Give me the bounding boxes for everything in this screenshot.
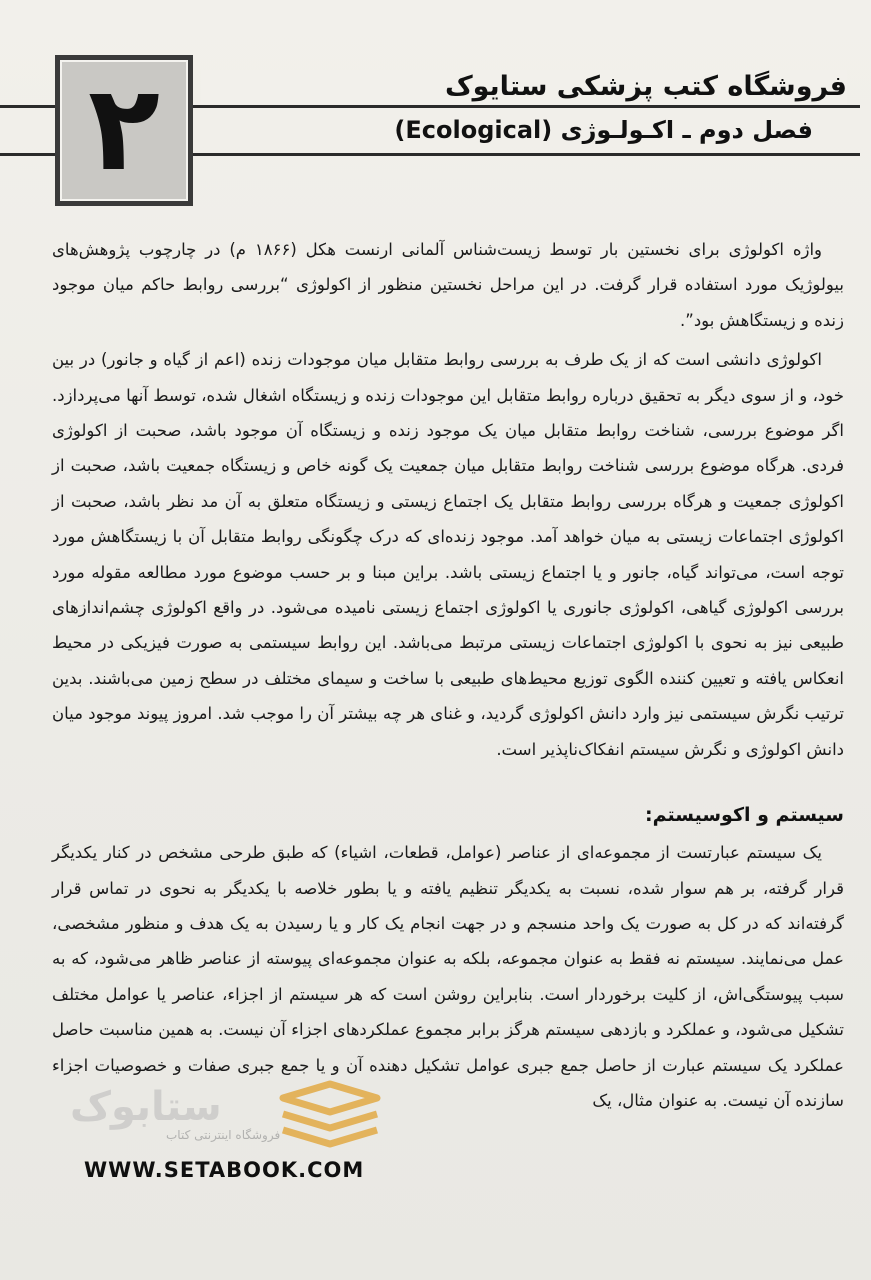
- section-heading: سیستم و اکوسیستم:: [645, 804, 844, 827]
- section-paragraph: یک سیستم عبارتست از مجموعه‌ای از عناصر (عوامل، قطعات، اشیاء) که طبق طرحی مشخص در کنار یکدیگر قرار گرفته، بر هم سوار شده، نسبت به یکدیگر تنظیم یافته و یا بطور خلاصه با یکدیگر به نحوی در تماس قرار گرفته‌اند که در کل به صورت یک واحد منسجم و در جهت انجام یک کار و یا رسیدن به یک هدف و منظور مشخصی، عمل می‌نمایند. سیستم نه فقط به عنوان مجموعه، بلکه به عنوان مجموعه‌ای پیوسته از عناصر ظاهر می‌شود، که به سبب پیوستگی‌اش، از کلیت برخوردار است. بنابراین روشن است که هر سیستم از اجزاء، عناصر یا عوامل مختلف تشکیل می‌شود، و عملکرد و بازدهی سیستم هرگز برابر مجموع عملکردهای اجزاء آن نیست. به همین مناسبت حاصل عملکرد یک سیستم عبارت از حاصل جمع جبری عوامل تشکیل دهنده آن و یا جمع جبری صفات و خصوصیات اجزاء سازنده آن نیست. به عنوان مثال، یک: [52, 843, 844, 1110]
- chapter-number: ۲: [87, 58, 161, 197]
- chapter-title-english: (Ecological): [394, 116, 553, 144]
- watermark-subtitle: فروشگاه اینترنتی کتاب: [166, 1128, 281, 1142]
- chapter-title: [193, 110, 813, 150]
- page-body: [52, 232, 844, 1118]
- body-paragraph-1: واژه اکولوژی برای نخستین بار توسط زیست‌شناس آلمانی ارنست هکل (۱۸۶۶ م) در چارچوب پژوهش‌های بیولوژیک مورد استفاده قرار گرفت. در این مراحل نخستین منظور از اکولوژی “بررسی روابط حاکم میان موجود زنده و زیستگاهش بود”.: [52, 240, 844, 330]
- watermark-brand: ستابوک: [70, 1084, 222, 1130]
- body-paragraph-2: اکولوژی دانشی است که از یک طرف به بررسی روابط متقابل میان موجودات زنده (اعم از گیاه و جانور) در بین خود، و از سوی دیگر به تحقیق درباره روابط متقابل این موجودات زنده و زیستگاه اشغال شده، توسط آنها می‌پردازد. اگر موضوع بررسی، شناخت روابط متقابل میان یک موجود زنده و زیستگاه آن موجود باشد، صحبت از اکولوژی فردی. هرگاه موضوع بررسی شناخت روابط متقابل میان جمعیت یک گونه خاص و زیستگاه جمعیت باشد، صحبت از اکولوژی جمعیت و هرگاه بررسی روابط متقابل یک اجتماع زیستی و زیستگاه متعلق به آن مد نظر باشد، صحبت از اکولوژی اجتماعات زیستی به میان خواهد آمد. موجود زنده‌ای که درک چگونگی روابط متقابل آن با زیستگاهش مورد توجه است، می‌تواند گیاه، جانور و یا اجتماع زیستی باشد. براین مبنا و بر حسب موضوع مورد مطالعه مقوله مورد بررسی اکولوژی گیاهی، اکولوژی جانوری یا اکولوژی اجتماع زیستی نامیده می‌شود. در واقع اکولوژی چشم‌اندازهای طبیعی نیز به نحوی با اکولوژی اجتماعات زیستی مرتبط می‌باشد. این روابط سیستمی به صورت فیزیکی در محیط انعکاس یافته و تعیین کننده الگوی توزیع محیط‌های طبیعی با ساخت و سیمای مختلف در سطح زمین می‌باشند. بدین ترتیب نگرش سیستمی نیز وارد دانش اکولوژی گردید، و غنای هر چه بیشتر آن را موجب شد. امروز پیوند موجود میان دانش اکولوژی و نگرش سیستم انفکاک‌ناپذیر است.: [52, 350, 844, 759]
- chapter-number-box: [55, 55, 193, 206]
- chapter-number-box-inner: [60, 60, 188, 201]
- store-title: فروشگاه کتب پزشکی ستایوک: [201, 70, 847, 104]
- chapter-title-persian: فصل دوم ـ اکـولـوژی: [560, 116, 813, 144]
- watermark-url: WWW.SETABOOK.COM: [84, 1158, 365, 1182]
